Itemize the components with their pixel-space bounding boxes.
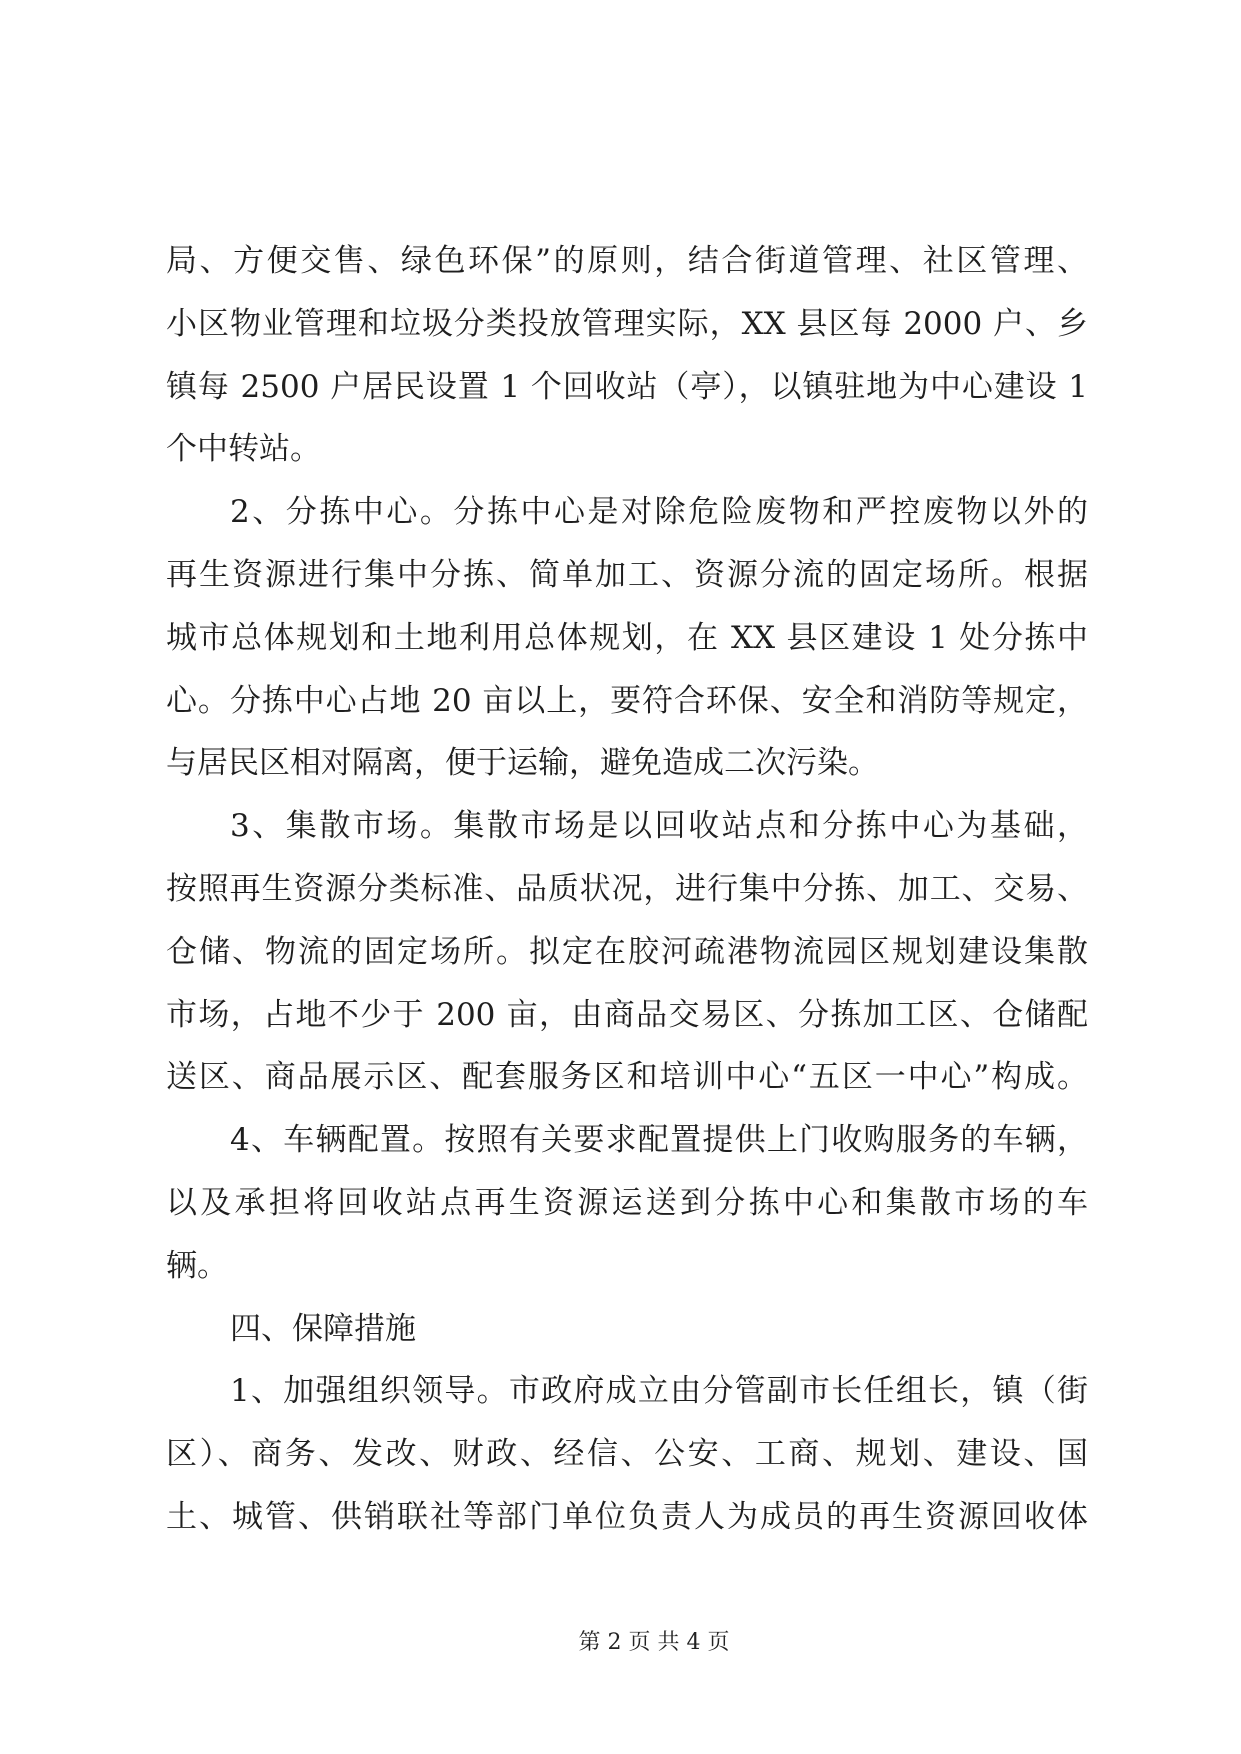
text-line: 3、集散市场。集散市场是以回收站点和分拣中心为基础， (230, 808, 1088, 845)
text-line: 4、车辆配置。按照有关要求配置提供上门收购服务的车辆， (230, 1122, 1088, 1159)
text-line: 仓储、物流的固定场所。拟定在胶河疏港物流园区规划建设集散 (166, 933, 1088, 970)
text-line: 以及承担将回收站点再生资源运送到分拣中心和集散市场的车 (166, 1184, 1088, 1221)
text-line: 心。分拣中心占地 20 亩以上，要符合环保、安全和消防等规定， (166, 682, 1088, 719)
document-body (166, 230, 1088, 1549)
text-line: 市场，占地不少于 200 亩，由商品交易区、分拣加工区、仓储配 (166, 996, 1088, 1033)
section-heading: 四、保障措施 (230, 1310, 416, 1347)
text-line: 土、城管、供销联社等部门单位负责人为成员的再生资源回收体 (166, 1498, 1088, 1535)
text-line: 与居民区相对隔离，便于运输，避免造成二次污染。 (166, 745, 879, 782)
text-line: 1、加强组织领导。市政府成立由分管副市长任组长，镇（街 (230, 1373, 1088, 1410)
text-line: 辆。 (166, 1247, 228, 1284)
text-line: 2、分拣中心。分拣中心是对除危险废物和严控废物以外的 (230, 494, 1088, 531)
page-number-footer: 第 2 页 共 4 页 (578, 1630, 730, 1655)
text-line: 城市总体规划和土地利用总体规划，在 XX 县区建设 1 处分拣中 (166, 619, 1088, 656)
text-line: 送区、商品展示区、配套服务区和培训中心“五区一中心”构成。 (166, 1059, 1088, 1096)
text-line: 镇每 2500 户居民设置 1 个回收站（亭），以镇驻地为中心建设 1 (166, 368, 1088, 405)
text-line: 按照再生资源分类标准、品质状况，进行集中分拣、加工、交易、 (166, 870, 1088, 907)
text-line: 小区物业管理和垃圾分类投放管理实际，XX 县区每 2000 户、乡 (166, 305, 1088, 342)
text-line: 个中转站。 (166, 431, 321, 468)
text-line: 再生资源进行集中分拣、简单加工、资源分流的固定场所。根据 (166, 556, 1088, 593)
text-line: 局、方便交售、绿色环保”的原则，结合街道管理、社区管理、 (166, 243, 1088, 279)
text-line: 区）、商务、发改、财政、经信、公安、工商、规划、建设、国 (166, 1436, 1088, 1473)
